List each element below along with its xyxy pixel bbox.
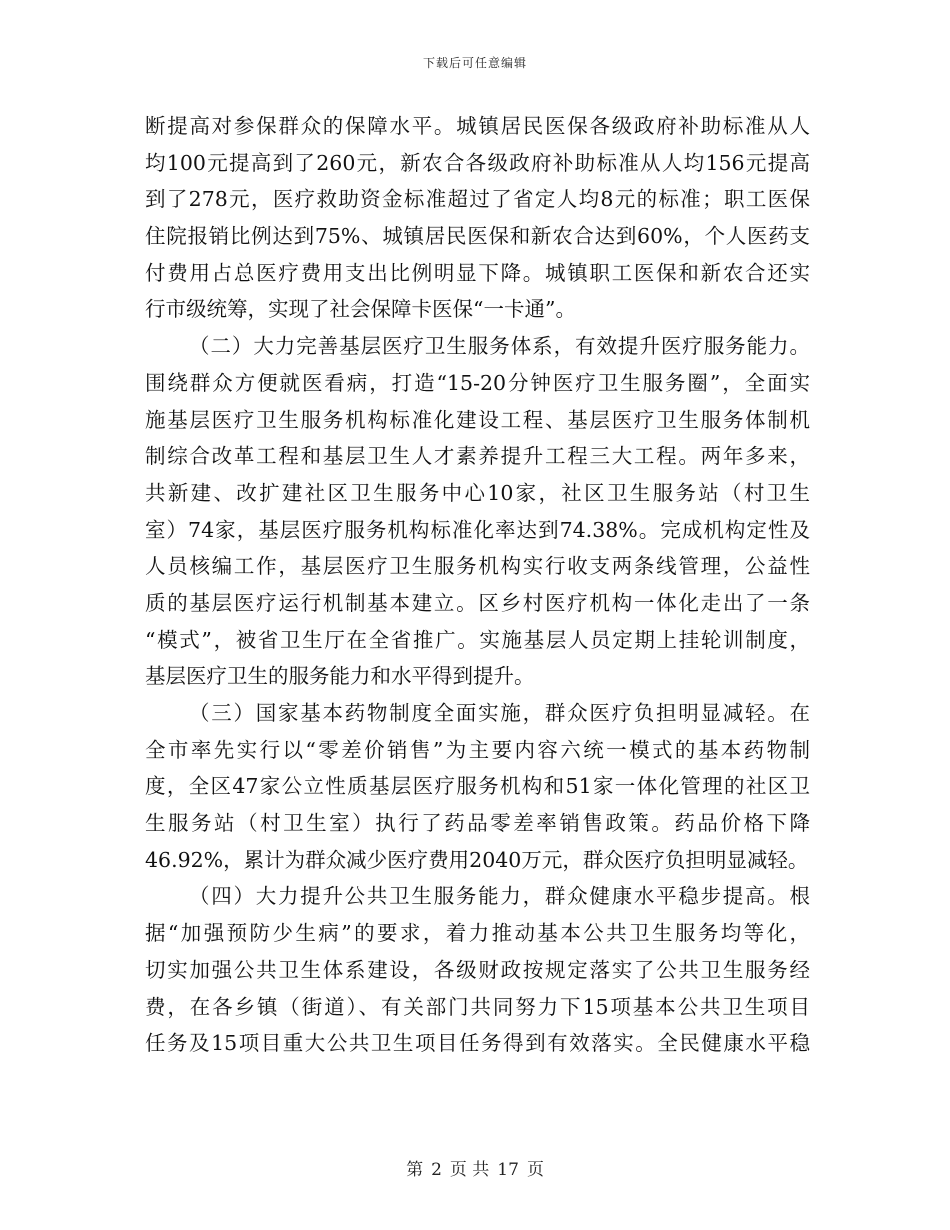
text-line: （四）大力提升公共卫生服务能力，群众健康水平稳步提高。根	[189, 884, 810, 909]
text-line: 断提高对参保群众的保障水平。城镇居民医保各级政府补助标准从人	[145, 114, 810, 138]
footer-middle: 页 共	[449, 1160, 490, 1180]
text-line: 围绕群众方便就医看病，打造“15-20分钟医疗卫生服务圈”，全面实	[145, 370, 810, 395]
text-line: 均100元提高到了260元，新农合各级政府补助标准从人均156元提高	[145, 150, 810, 175]
text-line: 制综合改革工程和基层卫生人才素养提升工程三大工程。两年多来，	[145, 444, 810, 469]
text-line: 到了278元，医疗救助资金标准超过了省定人均8元的标准；职工医保	[145, 187, 810, 212]
text-line: 共新建、改扩建社区卫生服务中心10家，社区卫生服务站（村卫生	[145, 480, 810, 505]
document-body	[145, 108, 810, 1062]
text-line: 付费用占总医疗费用支出比例明显下降。城镇职工医保和新农合还实	[145, 260, 810, 285]
text-line: 生服务站（村卫生室）执行了药品零差率销售政策。药品价格下降	[145, 811, 810, 836]
text-line: 费，在各乡镇（街道）、有关部门共同努力下15项基本公共卫生项目	[145, 994, 810, 1019]
text-line: 质的基层医疗运行机制基本建立。区乡村医疗机构一体化走出了一条	[145, 590, 810, 615]
text-line: 46.92%，累计为群众减少医疗费用2040万元，群众医疗负担明显减轻。	[145, 847, 809, 872]
page-footer	[0, 1155, 950, 1180]
text-line: 住院报销比例达到75%、城镇居民医保和新农合达到60%，个人医药支	[145, 224, 810, 249]
total-pages: 17	[497, 1160, 519, 1180]
text-line: 室）74家，基层医疗服务机构标准化率达到74.38%。完成机构定性及	[145, 517, 810, 542]
footer-suffix: 页	[526, 1160, 544, 1180]
text-line: 度，全区47家公立性质基层医疗服务机构和51家一体化管理的社区卫	[145, 774, 810, 799]
text-line: 切实加强公共卫生体系建设，各级财政按规定落实了公共卫生服务经	[145, 957, 810, 982]
text-line: 人员核编工作，基层医疗卫生服务机构实行收支两条线管理，公益性	[145, 554, 810, 579]
text-line: （二）大力完善基层医疗卫生服务体系，有效提升医疗服务能力。	[189, 334, 810, 359]
footer-prefix: 第	[406, 1160, 424, 1180]
text-line: 基层医疗卫生的服务能力和水平得到提升。	[145, 664, 535, 689]
text-line: （三）国家基本药物制度全面实施，群众医疗负担明显减轻。在	[189, 701, 810, 725]
text-line: 施基层医疗卫生服务机构标准化建设工程、基层医疗卫生服务体制机	[145, 407, 810, 432]
text-line: 全市率先实行以“零差价销售”为主要内容六统一模式的基本药物制	[145, 737, 810, 762]
text-line: 据“加强预防少生病”的要求，着力推动基本公共卫生服务均等化，	[145, 921, 810, 946]
text-line: 行市级统筹，实现了社会保障卡医保“一卡通”。	[145, 297, 576, 322]
page-number: 2	[431, 1160, 442, 1180]
text-line: “模式”，被省卫生厅在全省推广。实施基层人员定期上挂轮训制度，	[145, 627, 810, 652]
header-note: 下载后可任意编辑	[422, 56, 527, 70]
text-line: 任务及15项目重大公共卫生项目任务得到有效落实。全民健康水平稳	[145, 1031, 810, 1056]
